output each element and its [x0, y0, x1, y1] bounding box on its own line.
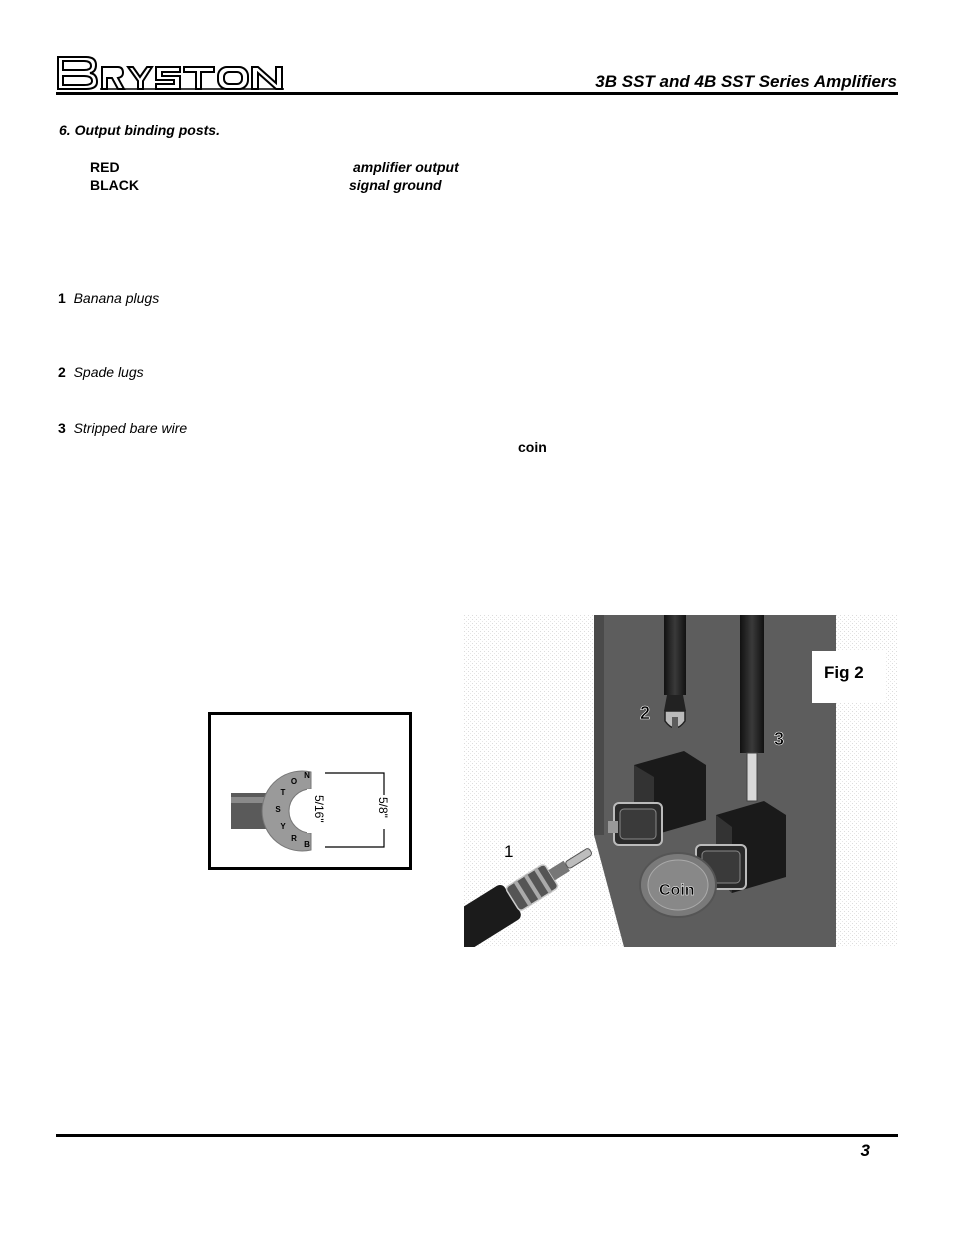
- connection-item: [58, 290, 159, 306]
- connection-name: Banana plugs: [73, 290, 160, 306]
- connection-name: Stripped bare wire: [73, 420, 188, 436]
- spade-lug-drawing: [211, 715, 409, 867]
- inner-dimension: 5/16": [312, 795, 326, 823]
- bryston-logo: [56, 55, 286, 91]
- post-function-black: signal ground: [349, 177, 442, 193]
- fig-label-3: 3: [774, 729, 785, 749]
- connection-number: 3: [58, 420, 66, 436]
- fig-caption: Fig 2: [824, 663, 864, 682]
- post-label-black: BLACK: [90, 177, 139, 193]
- connection-item: [58, 364, 144, 380]
- fig2-illustration: [464, 615, 898, 947]
- ring-letter: N: [304, 771, 310, 780]
- ring-letter: S: [275, 805, 281, 814]
- ring-letter: B: [304, 840, 310, 849]
- binding-post-drawing: [464, 615, 898, 947]
- ring-letter: O: [290, 777, 298, 786]
- connection-number: 1: [58, 290, 66, 306]
- ring-letter: T: [280, 788, 286, 797]
- page-number: 3: [860, 1141, 870, 1160]
- footer-rule: [56, 1134, 898, 1137]
- section-heading: 6. Output binding posts.: [59, 122, 220, 138]
- fig-label-1: 1: [504, 842, 514, 861]
- fig-label-2: 2: [640, 703, 651, 723]
- post-label-red: RED: [90, 159, 120, 175]
- ring-letter: Y: [280, 822, 286, 831]
- document-title: 3B SST and 4B SST Series Amplifiers: [595, 72, 897, 91]
- coin-word: coin: [518, 439, 547, 455]
- fig-label-coin: Coin: [659, 882, 695, 899]
- ring-letter: R: [291, 834, 297, 843]
- connection-number: 2: [58, 364, 66, 380]
- spade-lug-figure: [208, 712, 412, 870]
- outer-dimension: 5/8": [376, 797, 390, 818]
- post-function-red: amplifier output: [353, 159, 459, 175]
- header-rule: [56, 92, 898, 95]
- connection-item: [58, 420, 187, 436]
- connection-name: Spade lugs: [73, 364, 144, 380]
